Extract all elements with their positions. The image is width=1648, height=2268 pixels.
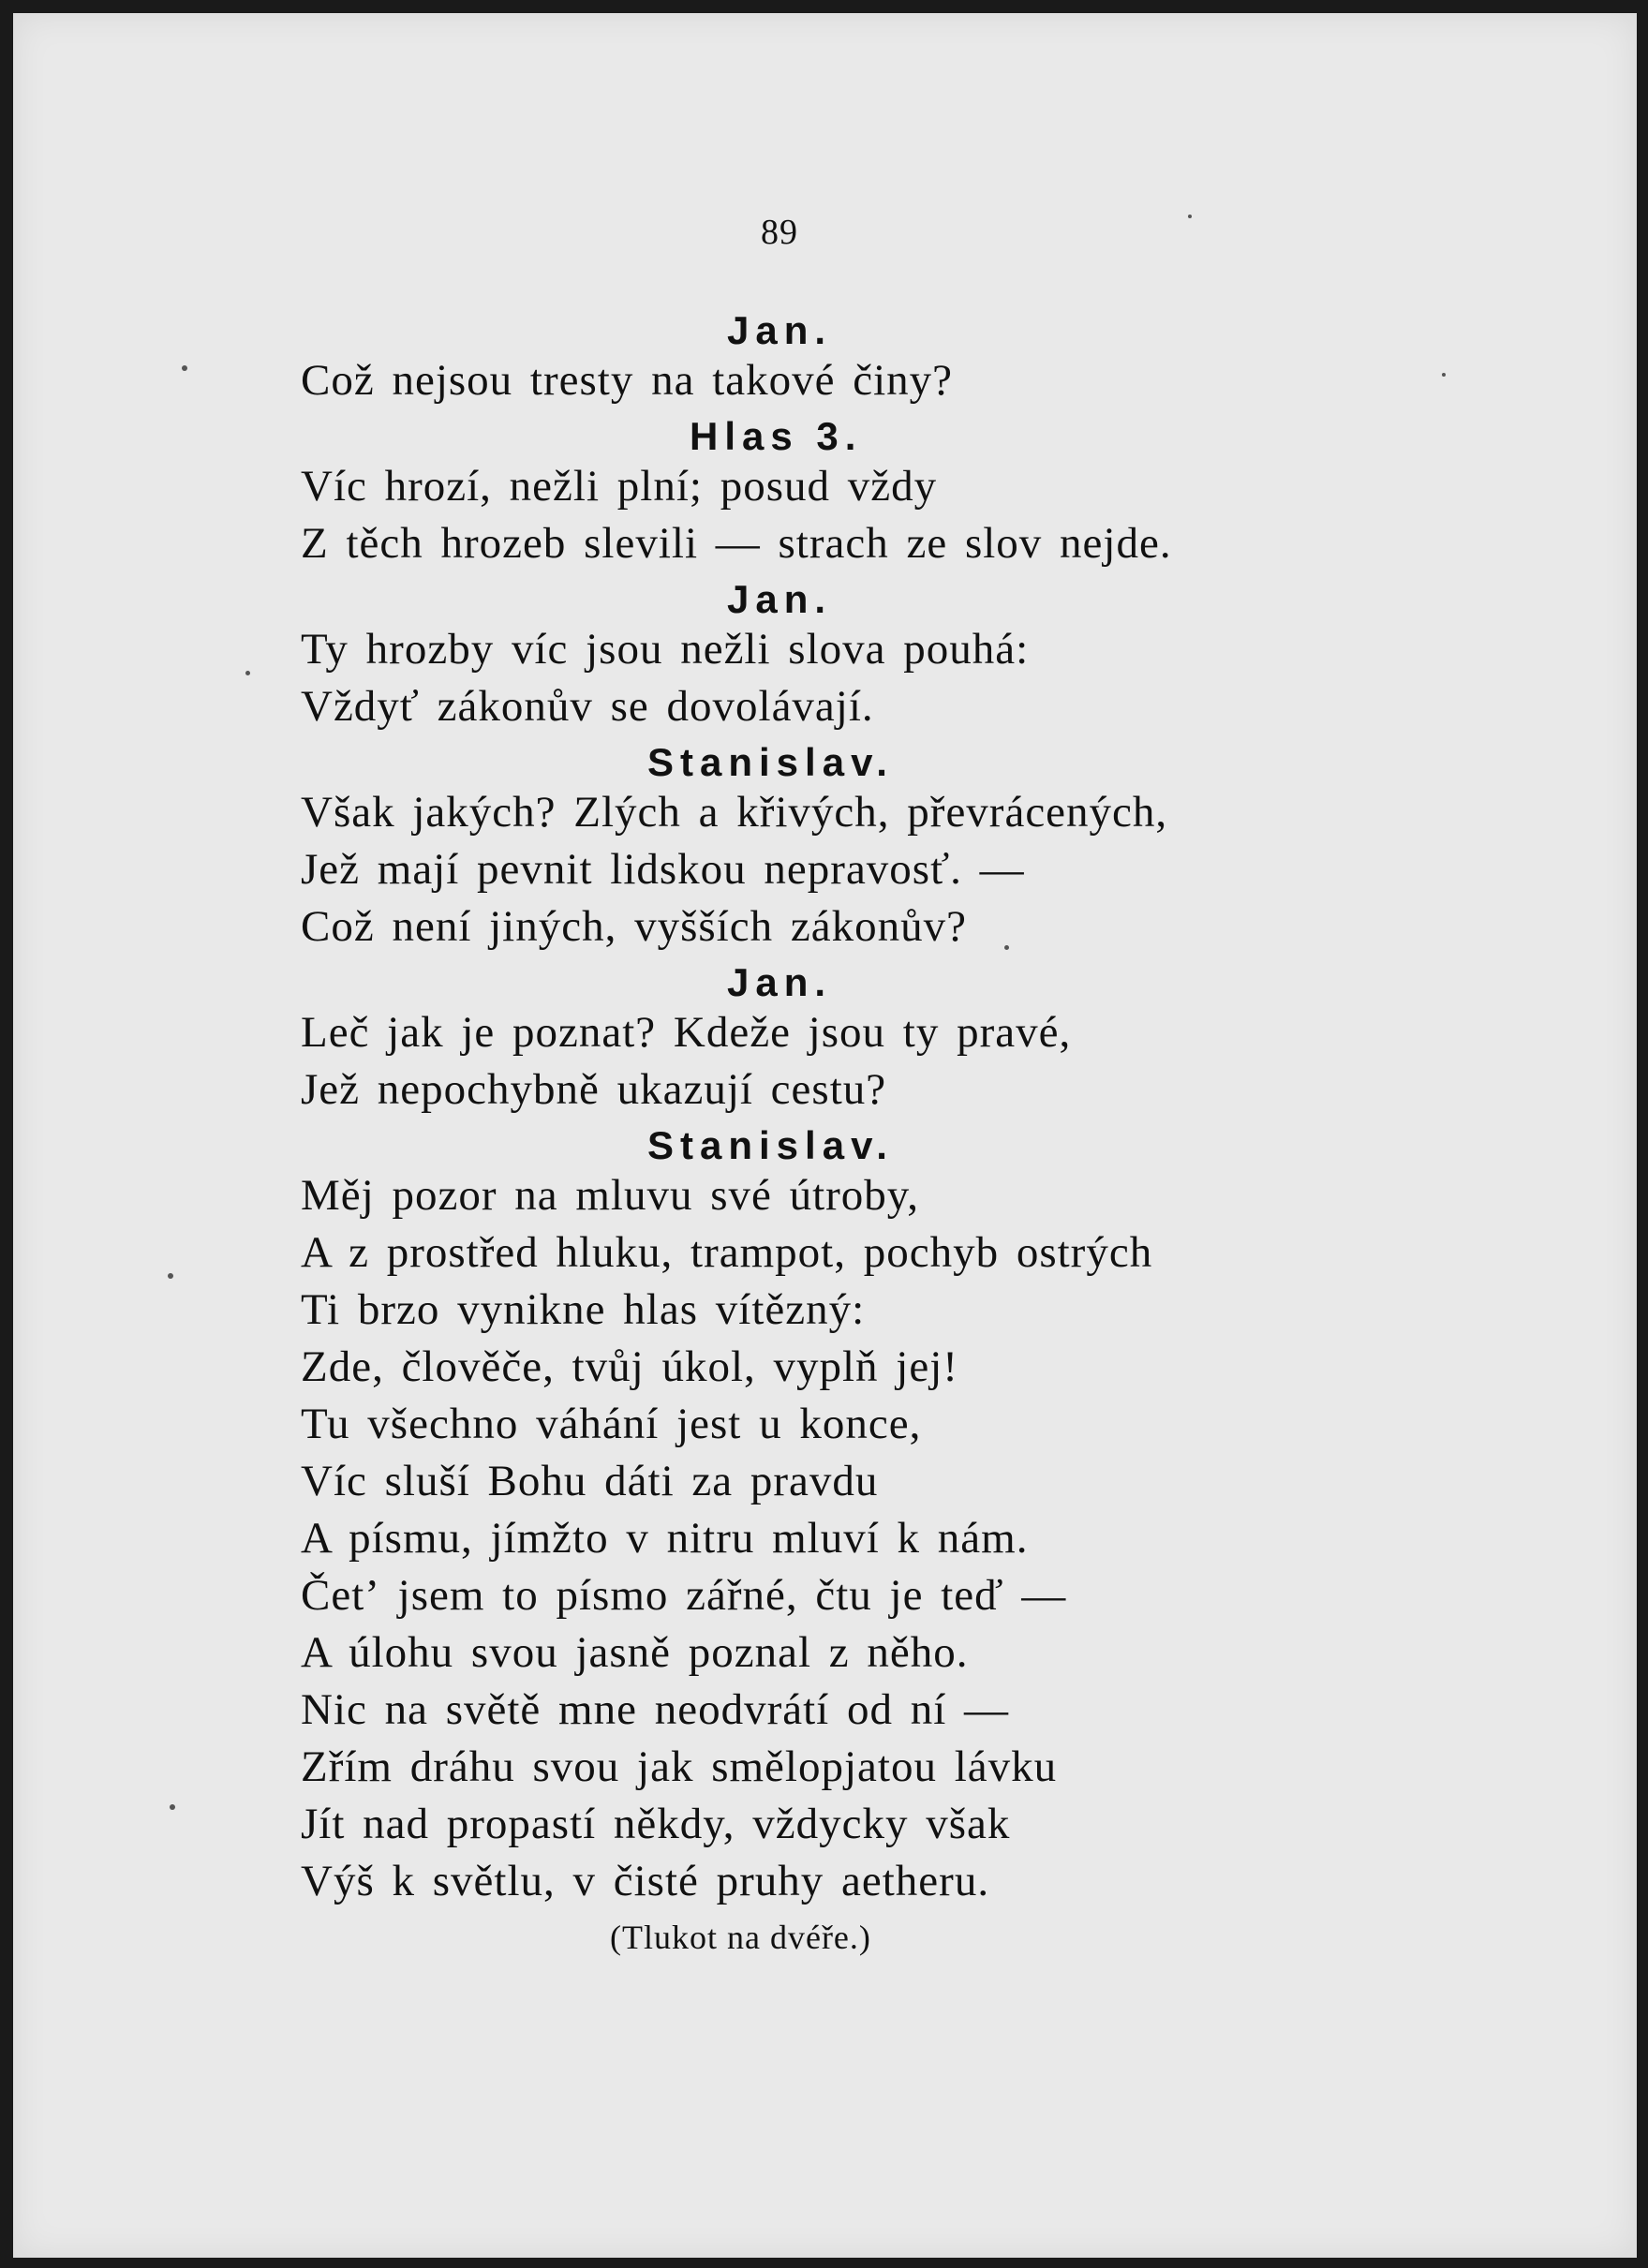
dialogue-text [301, 304, 1331, 1964]
verse-line: Měj pozor na mluvu své útroby, [301, 1171, 920, 1220]
scan-speck [168, 1273, 173, 1279]
speaker-name: Jan. [727, 960, 833, 1004]
verse-line: Z těch hrozeb slevili — strach ze slov nejde. [301, 519, 1172, 568]
scan-speck [245, 671, 250, 675]
scan-speck [182, 365, 187, 371]
speaker-name: Stanislav. [647, 740, 894, 784]
scan-speck [1004, 945, 1009, 950]
verse-line: A z prostřed hluku, trampot, pochyb ostrých [301, 1228, 1153, 1277]
speech [301, 1119, 1331, 1910]
page-number: 89 [761, 213, 798, 252]
verse-line: Jež mají pevnit lidskou nepravosť. — [301, 845, 1025, 894]
verse-line: Leč jak je poznat? Kdeže jsou ty pravé, [301, 1008, 1072, 1057]
verse-line: Což není jiných, vyšších zákonův? [301, 902, 967, 951]
verse-line: Četʼ jsem to písmo zářné, čtu je teď — [301, 1571, 1067, 1620]
scan-speck [1188, 215, 1192, 218]
verse-line: Víc hrozí, nežli plní; posud vždy [301, 462, 938, 511]
scanned-page [13, 13, 1637, 2258]
verse-line: Ti brzo vynikne hlas vítězný: [301, 1285, 866, 1334]
verse-line: Nic na světě mne neodvrátí od ní — [301, 1685, 1010, 1734]
verse-line: Víc sluší Bohu dáti za pravdu [301, 1457, 879, 1505]
verse-line: Však jakých? Zlých a křivých, převrácených, [301, 788, 1168, 837]
verse-line: Výš k světlu, v čisté pruhy aetheru. [301, 1857, 990, 1905]
speech [301, 572, 1331, 735]
verse-line: Tu všechno váhání jest u konce, [301, 1400, 922, 1448]
verse-line: Což nejsou tresty na takové činy? [301, 356, 954, 405]
verse-line: Jež nepochybně ukazují cestu? [301, 1065, 887, 1114]
verse-line: Vždyť zákonův se dovolávají. [301, 682, 874, 731]
speaker-name: Stanislav. [647, 1123, 894, 1167]
speaker-name: Jan. [727, 577, 833, 621]
scan-speck [1442, 373, 1446, 377]
verse-line: A úlohu svou jasně poznal z něho. [301, 1628, 969, 1677]
verse-line: Jít nad propastí někdy, vždycky však [301, 1800, 1011, 1848]
stage-direction: (Tlukot na dvéře.) [610, 1919, 871, 1956]
verse-line: Ty hrozby víc jsou nežli slova pouhá: [301, 625, 1030, 674]
verse-line: Zřím dráhu svou jak smělopjatou lávku [301, 1742, 1058, 1791]
verse-line: A písmu, jímžto v nitru mluví k nám. [301, 1514, 1029, 1563]
scan-speck [170, 1804, 175, 1810]
verse-line: Zde, člověče, tvůj úkol, vyplň jej! [301, 1342, 958, 1391]
speech [301, 304, 1331, 409]
speaker-name: Hlas 3. [690, 414, 863, 458]
speech [301, 735, 1331, 956]
speaker-name: Jan. [727, 308, 833, 352]
speech [301, 956, 1331, 1119]
speech [301, 409, 1331, 572]
